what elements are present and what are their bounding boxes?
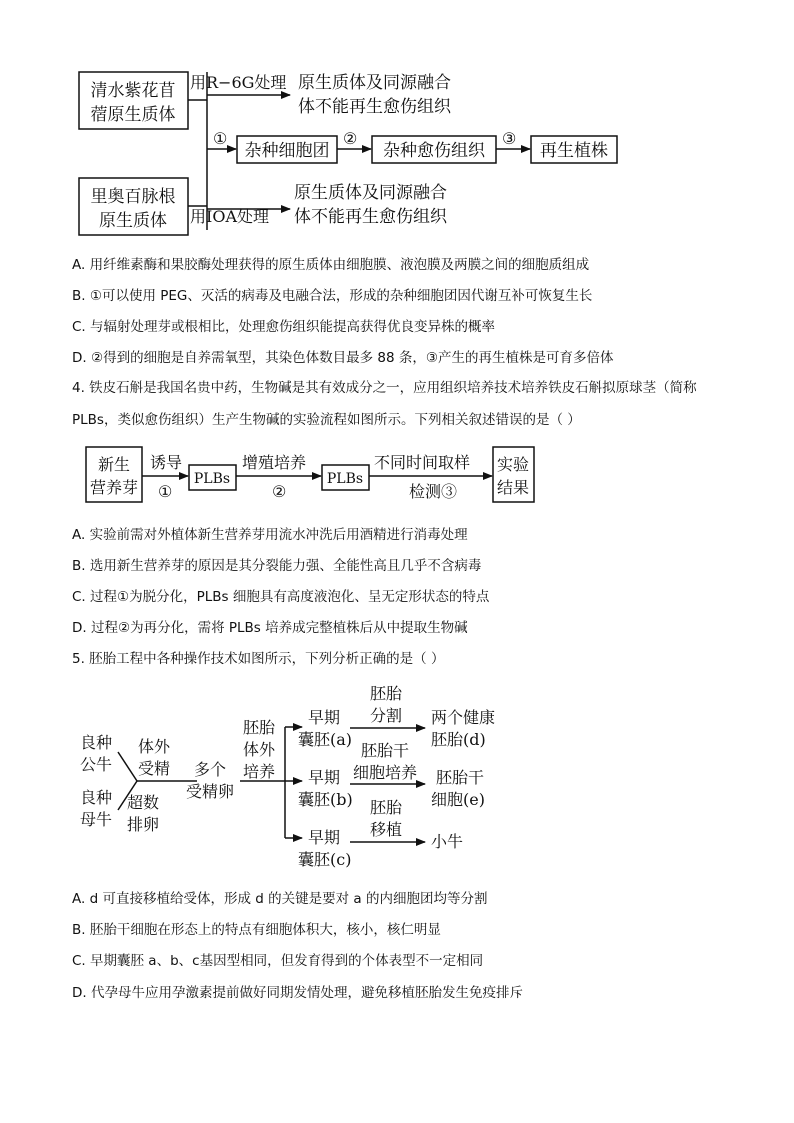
label-ioa: 用IOA处理: [190, 207, 269, 226]
q3-option-b: B. ①可以使用 PEG、灭活的病毒及电融合法，形成的杂种细胞团因代谢互补可恢复生长: [72, 288, 593, 304]
box-alfalfa-line2: 蓿原生质体: [90, 105, 176, 125]
blastocyst-a-1: 早期: [308, 708, 341, 727]
culture-2: 体外: [243, 740, 276, 759]
box-alfalfa-line1: 清水紫花苜: [90, 81, 176, 101]
top-result-2: 体不能再生愈伤组织: [298, 97, 451, 117]
q5-option-c: C. 早期囊胚 a、b、c基因型相同，但发育得到的个体表型不一定相同: [72, 953, 484, 969]
blastocyst-a-2: 囊胚(a): [298, 730, 353, 749]
stem-culture-2: 细胞培养: [353, 763, 418, 782]
q3-option-d: D. ②得到的细胞是自养需氧型，其染色体数目最多 88 条，③产生的再生植株是可育多倍体: [72, 350, 614, 366]
q4-stem-line1: 4. 铁皮石斛是我国名贵中药，生物碱是其有效成分之一，应用组织培养技术培养铁皮石斛拟原球茎（简称: [72, 380, 697, 396]
good-cow-1: 良种: [80, 788, 113, 807]
stem-culture-1: 胚胎干: [361, 741, 410, 760]
split-2: 分割: [370, 706, 403, 725]
blastocyst-b-1: 早期: [308, 768, 341, 787]
good-bull-2: 公牛: [80, 755, 113, 774]
twins-2: 胚胎(d): [431, 730, 486, 749]
good-cow-2: 母牛: [80, 810, 113, 829]
proliferate-step: ②: [272, 482, 287, 501]
q5-option-b: B. 胚胎干细胞在形态上的特点有细胞体积大，核小，核仁明显: [72, 922, 441, 938]
q4-stem-line2: PLBs，类似愈伤组织）生产生物碱的实验流程如图所示。下列相关叙述错误的是（ ）: [72, 412, 581, 428]
step1-marker: ①: [213, 129, 228, 148]
zygotes-1: 多个: [194, 760, 227, 779]
good-bull-1: 良种: [80, 733, 113, 752]
superovulation-2: 排卵: [127, 815, 160, 834]
twins-1: 两个健康: [431, 708, 496, 727]
ivf-1: 体外: [138, 737, 171, 756]
induce-step: ①: [158, 482, 173, 501]
calf: 小牛: [431, 832, 464, 851]
hybrid-cell-mass-label: 杂种细胞团: [244, 141, 330, 161]
sample-label: 不同时间取样: [374, 453, 471, 472]
hybrid-callus-label: 杂种愈伤组织: [383, 141, 485, 161]
ivf-2: 受精: [138, 759, 171, 778]
q4-option-b: B. 选用新生营养芽的原因是其分裂能力强、全能性高且几乎不含病毒: [72, 558, 482, 574]
q5-option-d: D. 代孕母牛应用孕激素提前做好同期发情处理，避免移植胚胎发生免疫排斥: [72, 985, 523, 1001]
top-result-1: 原生质体及同源融合: [298, 73, 451, 93]
bot-result-1: 原生质体及同源融合: [294, 183, 447, 203]
split-1: 胚胎: [370, 684, 403, 703]
q4-option-a: A. 实验前需对外植体新生营养芽用流水冲洗后用酒精进行消毒处理: [72, 527, 468, 543]
sample-step: 检测③: [409, 482, 458, 501]
proliferate-label: 增殖培养: [242, 453, 307, 472]
q5-option-a: A. d 可直接移植给受体，形成 d 的关键是要对 a 的内细胞团均等分割: [72, 891, 488, 907]
transfer-2: 移植: [370, 820, 403, 839]
culture-3: 培养: [243, 762, 276, 781]
es-cells-2: 细胞(e): [431, 790, 485, 809]
regenerated-plant-label: 再生植株: [540, 141, 608, 161]
transfer-1: 胚胎: [370, 798, 403, 817]
new-bud-line2: 营养芽: [89, 478, 139, 497]
cross-line-1: [118, 752, 137, 781]
new-bud-line1: 新生: [97, 455, 131, 474]
label-r6g: 用R−6G处理: [190, 73, 287, 92]
culture-1: 胚胎: [243, 718, 276, 737]
q3-option-c: C. 与辐射处理芽或根相比，处理愈伤组织能提高获得优良变异株的概率: [72, 319, 496, 335]
blastocyst-c-2: 囊胚(c): [298, 850, 352, 869]
result-line2: 结果: [496, 478, 530, 497]
step2-marker: ②: [343, 129, 358, 148]
box-lotus-line1: 里奥百脉根: [90, 187, 176, 207]
blastocyst-c-1: 早期: [308, 828, 341, 847]
step3-marker: ③: [502, 129, 517, 148]
plbs-1-label: PLBs: [193, 471, 231, 487]
q4-option-d: D. 过程②为再分化，需将 PLBs 培养成完整植株后从中提取生物碱: [72, 620, 468, 636]
zygotes-2: 受精卵: [186, 782, 235, 801]
superovulation-1: 超数: [127, 793, 160, 812]
q3-option-a: A. 用纤维素酶和果胶酶处理获得的原生质体由细胞膜、液泡膜及两膜之间的细胞质组成: [72, 257, 590, 273]
box-lotus-line2: 原生质体: [99, 211, 167, 231]
blastocyst-b-2: 囊胚(b): [298, 790, 353, 809]
induce-label: 诱导: [150, 453, 183, 472]
result-line1: 实验: [496, 455, 530, 474]
bot-result-2: 体不能再生愈伤组织: [294, 207, 447, 227]
q5-stem: 5. 胚胎工程中各种操作技术如图所示，下列分析正确的是（ ）: [72, 651, 445, 667]
es-cells-1: 胚胎干: [436, 768, 485, 787]
plbs-2-label: PLBs: [326, 471, 364, 487]
q4-option-c: C. 过程①为脱分化，PLBs 细胞具有高度液泡化、呈无定形状态的特点: [72, 589, 490, 605]
